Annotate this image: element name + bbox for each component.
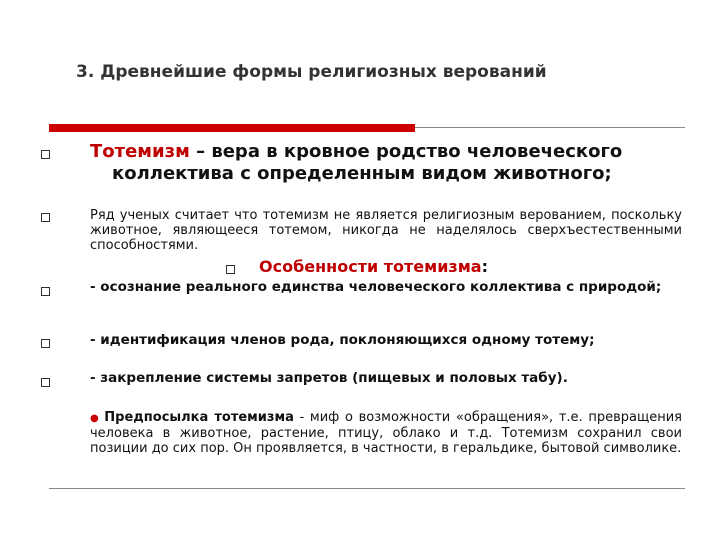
square-bullet-icon <box>41 339 50 348</box>
definition-line-1: – вера в кровное родство человеческого <box>189 141 623 162</box>
scholars-paragraph: Ряд ученых считает что тотемизм не является религиозным верованием, поскольку животное, являющееся тотемом, никогда не наделялось сверхъестественными способностями. <box>90 208 682 253</box>
definition-line-2: коллектива с определенным видом животного; <box>112 163 612 184</box>
title-underline-accent <box>49 124 415 132</box>
feature-item: - осознание реального единства человеческого коллектива с природой; <box>90 279 662 295</box>
square-bullet-icon <box>41 378 50 387</box>
definition-text <box>90 141 690 185</box>
premise-paragraph <box>90 410 682 456</box>
round-bullet-icon: ● <box>90 413 101 424</box>
bottom-rule <box>49 488 685 489</box>
slide-title: 3. Древнейшие формы религиозных верований <box>76 62 547 82</box>
features-heading-colon: : <box>481 257 488 276</box>
square-bullet-icon <box>226 265 235 274</box>
feature-item: - идентификация членов рода, поклоняющихся одному тотему; <box>90 332 595 348</box>
definition-term: Тотемизм <box>90 141 190 162</box>
features-heading <box>259 257 488 276</box>
title-underline-rule <box>415 127 685 128</box>
premise-lead: Предпосылка тотемизма <box>104 410 294 425</box>
feature-item: - закрепление системы запретов (пищевых и половых табу). <box>90 370 568 386</box>
features-heading-text: Особенности тотемизма <box>259 257 482 276</box>
square-bullet-icon <box>41 150 50 159</box>
square-bullet-icon <box>41 213 50 222</box>
square-bullet-icon <box>41 287 50 296</box>
premise-text: - миф о возможности «обращения», т.е. превращения человека в животное, растение, птицу, облако и т.д. Тотемизм сохранил свои позиции до сих пор. Он проявляется, в частности, в геральдике, бытовой символике. <box>90 410 682 456</box>
